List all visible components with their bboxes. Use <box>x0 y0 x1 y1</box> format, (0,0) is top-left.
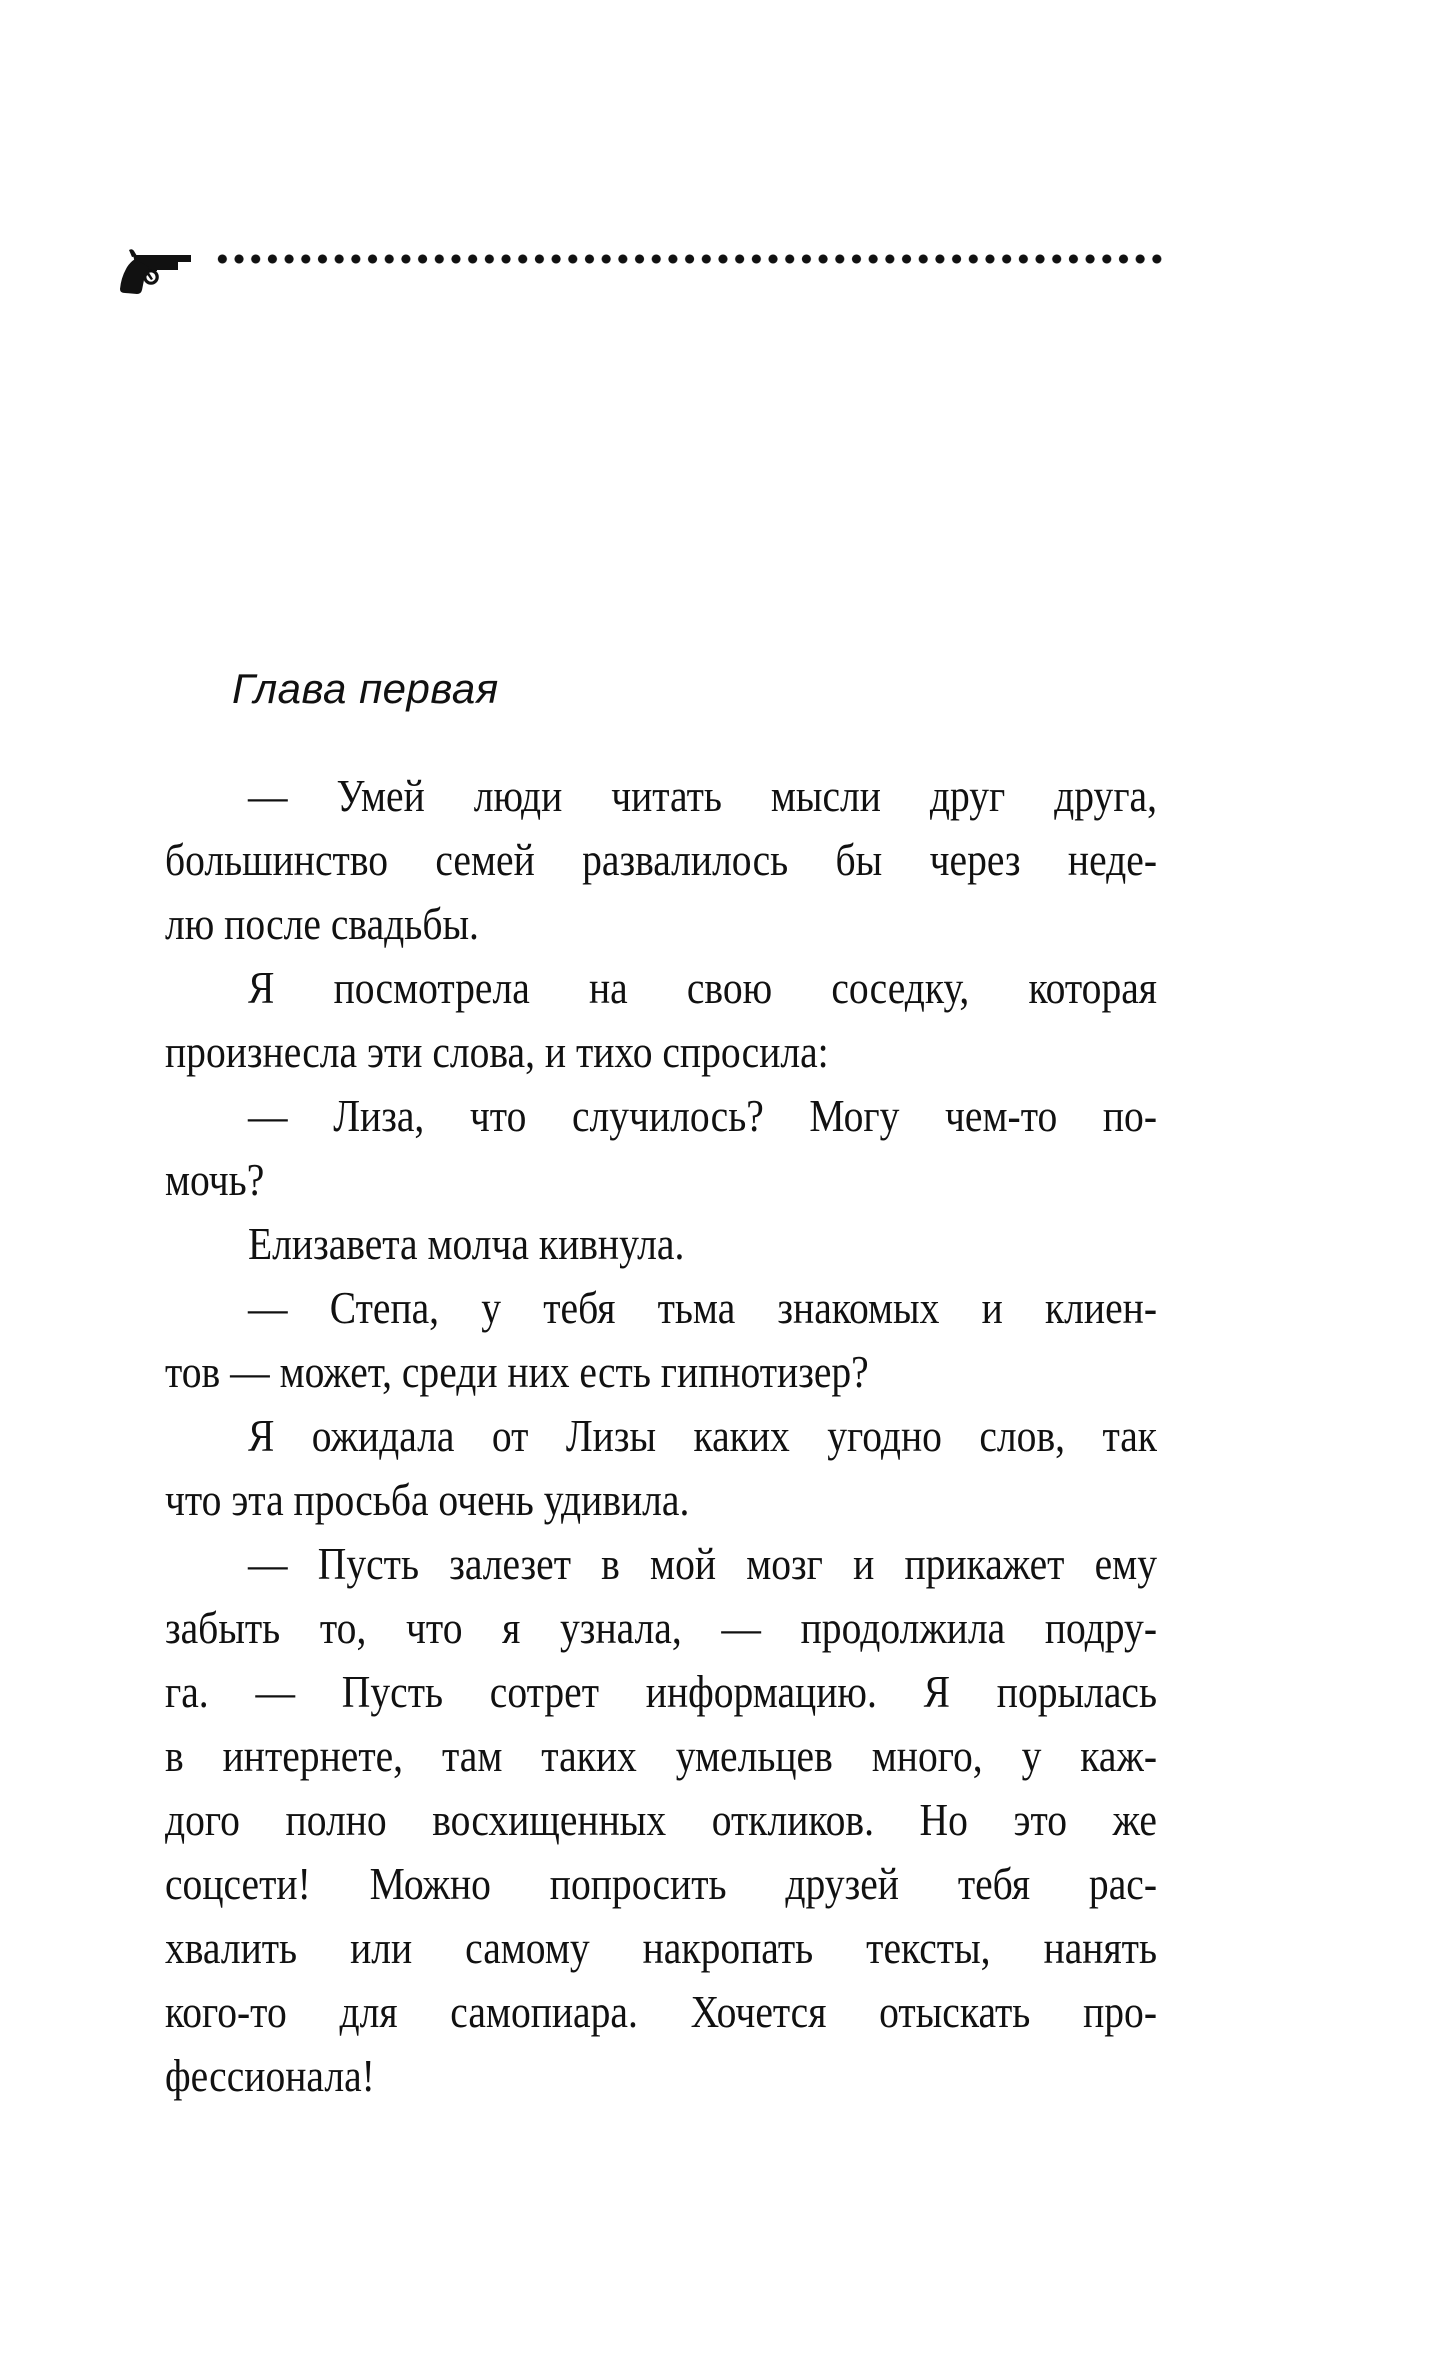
revolver-icon <box>115 245 205 305</box>
text-line <box>165 764 1157 828</box>
text-line <box>165 1404 1157 1468</box>
text-line <box>165 1724 1157 1788</box>
text-line-content: Елизавета молча кивнула. <box>248 1218 685 1269</box>
text-line-content: произнесла эти слова, и тихо спросила: <box>165 1026 829 1077</box>
text-line-content: — Лиза, что случилось? Могу чем-то по- <box>248 1090 1158 1141</box>
text-line <box>165 1212 1157 1276</box>
text-line <box>165 1468 1157 1532</box>
text-line <box>165 892 1157 956</box>
text-line-content: Я посмотрела на свою соседку, которая <box>248 962 1157 1013</box>
text-line-content: забыть то, что я узнала, — продолжила подру- <box>165 1602 1157 1653</box>
text-line <box>165 1660 1157 1724</box>
text-line-content: хвалить или самому накропать тексты, нанять <box>165 1922 1157 1973</box>
body-text <box>165 764 1157 2108</box>
text-line-content: — Умей люди читать мысли друг друга, <box>248 770 1158 821</box>
text-line <box>165 1020 1157 1084</box>
text-line <box>165 1852 1157 1916</box>
running-head <box>115 245 1175 305</box>
text-line <box>165 1276 1157 1340</box>
text-line-content: что эта просьба очень удивила. <box>165 1474 690 1525</box>
chapter-title: Глава первая <box>232 665 499 712</box>
text-line-content: большинство семей развалилось бы через неде- <box>165 834 1157 885</box>
text-line <box>165 1916 1157 1980</box>
text-line <box>165 1084 1157 1148</box>
text-line <box>165 1340 1157 1404</box>
text-line <box>165 1532 1157 1596</box>
text-line-content: — Степа, у тебя тьма знакомых и клиен- <box>248 1282 1158 1333</box>
text-line <box>165 1980 1157 2044</box>
text-line-content: фессионала! <box>165 2050 375 2101</box>
text-line-content: кого-то для самопиара. Хочется отыскать про- <box>165 1986 1157 2037</box>
dotted-leader-line <box>214 254 1166 264</box>
text-line <box>165 1788 1157 1852</box>
text-line-content: — Пусть залезет в мой мозг и прикажет ему <box>248 1538 1158 1589</box>
text-line-content: соцсети! Можно попросить друзей тебя рас- <box>165 1858 1157 1909</box>
text-line-content: лю после свадьбы. <box>165 898 479 949</box>
text-line-content: в интернете, там таких умельцев много, у каж- <box>165 1730 1157 1781</box>
text-line <box>165 828 1157 892</box>
text-line-content: га. — Пусть сотрет информацию. Я порылась <box>165 1666 1158 1717</box>
text-line <box>165 1596 1157 1660</box>
text-line-content: дого полно восхищенных откликов. Но это же <box>165 1794 1157 1845</box>
text-line-content: тов — может, среди них есть гипнотизер? <box>165 1346 869 1397</box>
text-line-content: мочь? <box>165 1154 265 1205</box>
text-line <box>165 1148 1157 1212</box>
text-line <box>165 956 1157 1020</box>
text-line <box>165 2044 1157 2108</box>
text-line-content: Я ожидала от Лизы каких угодно слов, так <box>248 1410 1157 1461</box>
